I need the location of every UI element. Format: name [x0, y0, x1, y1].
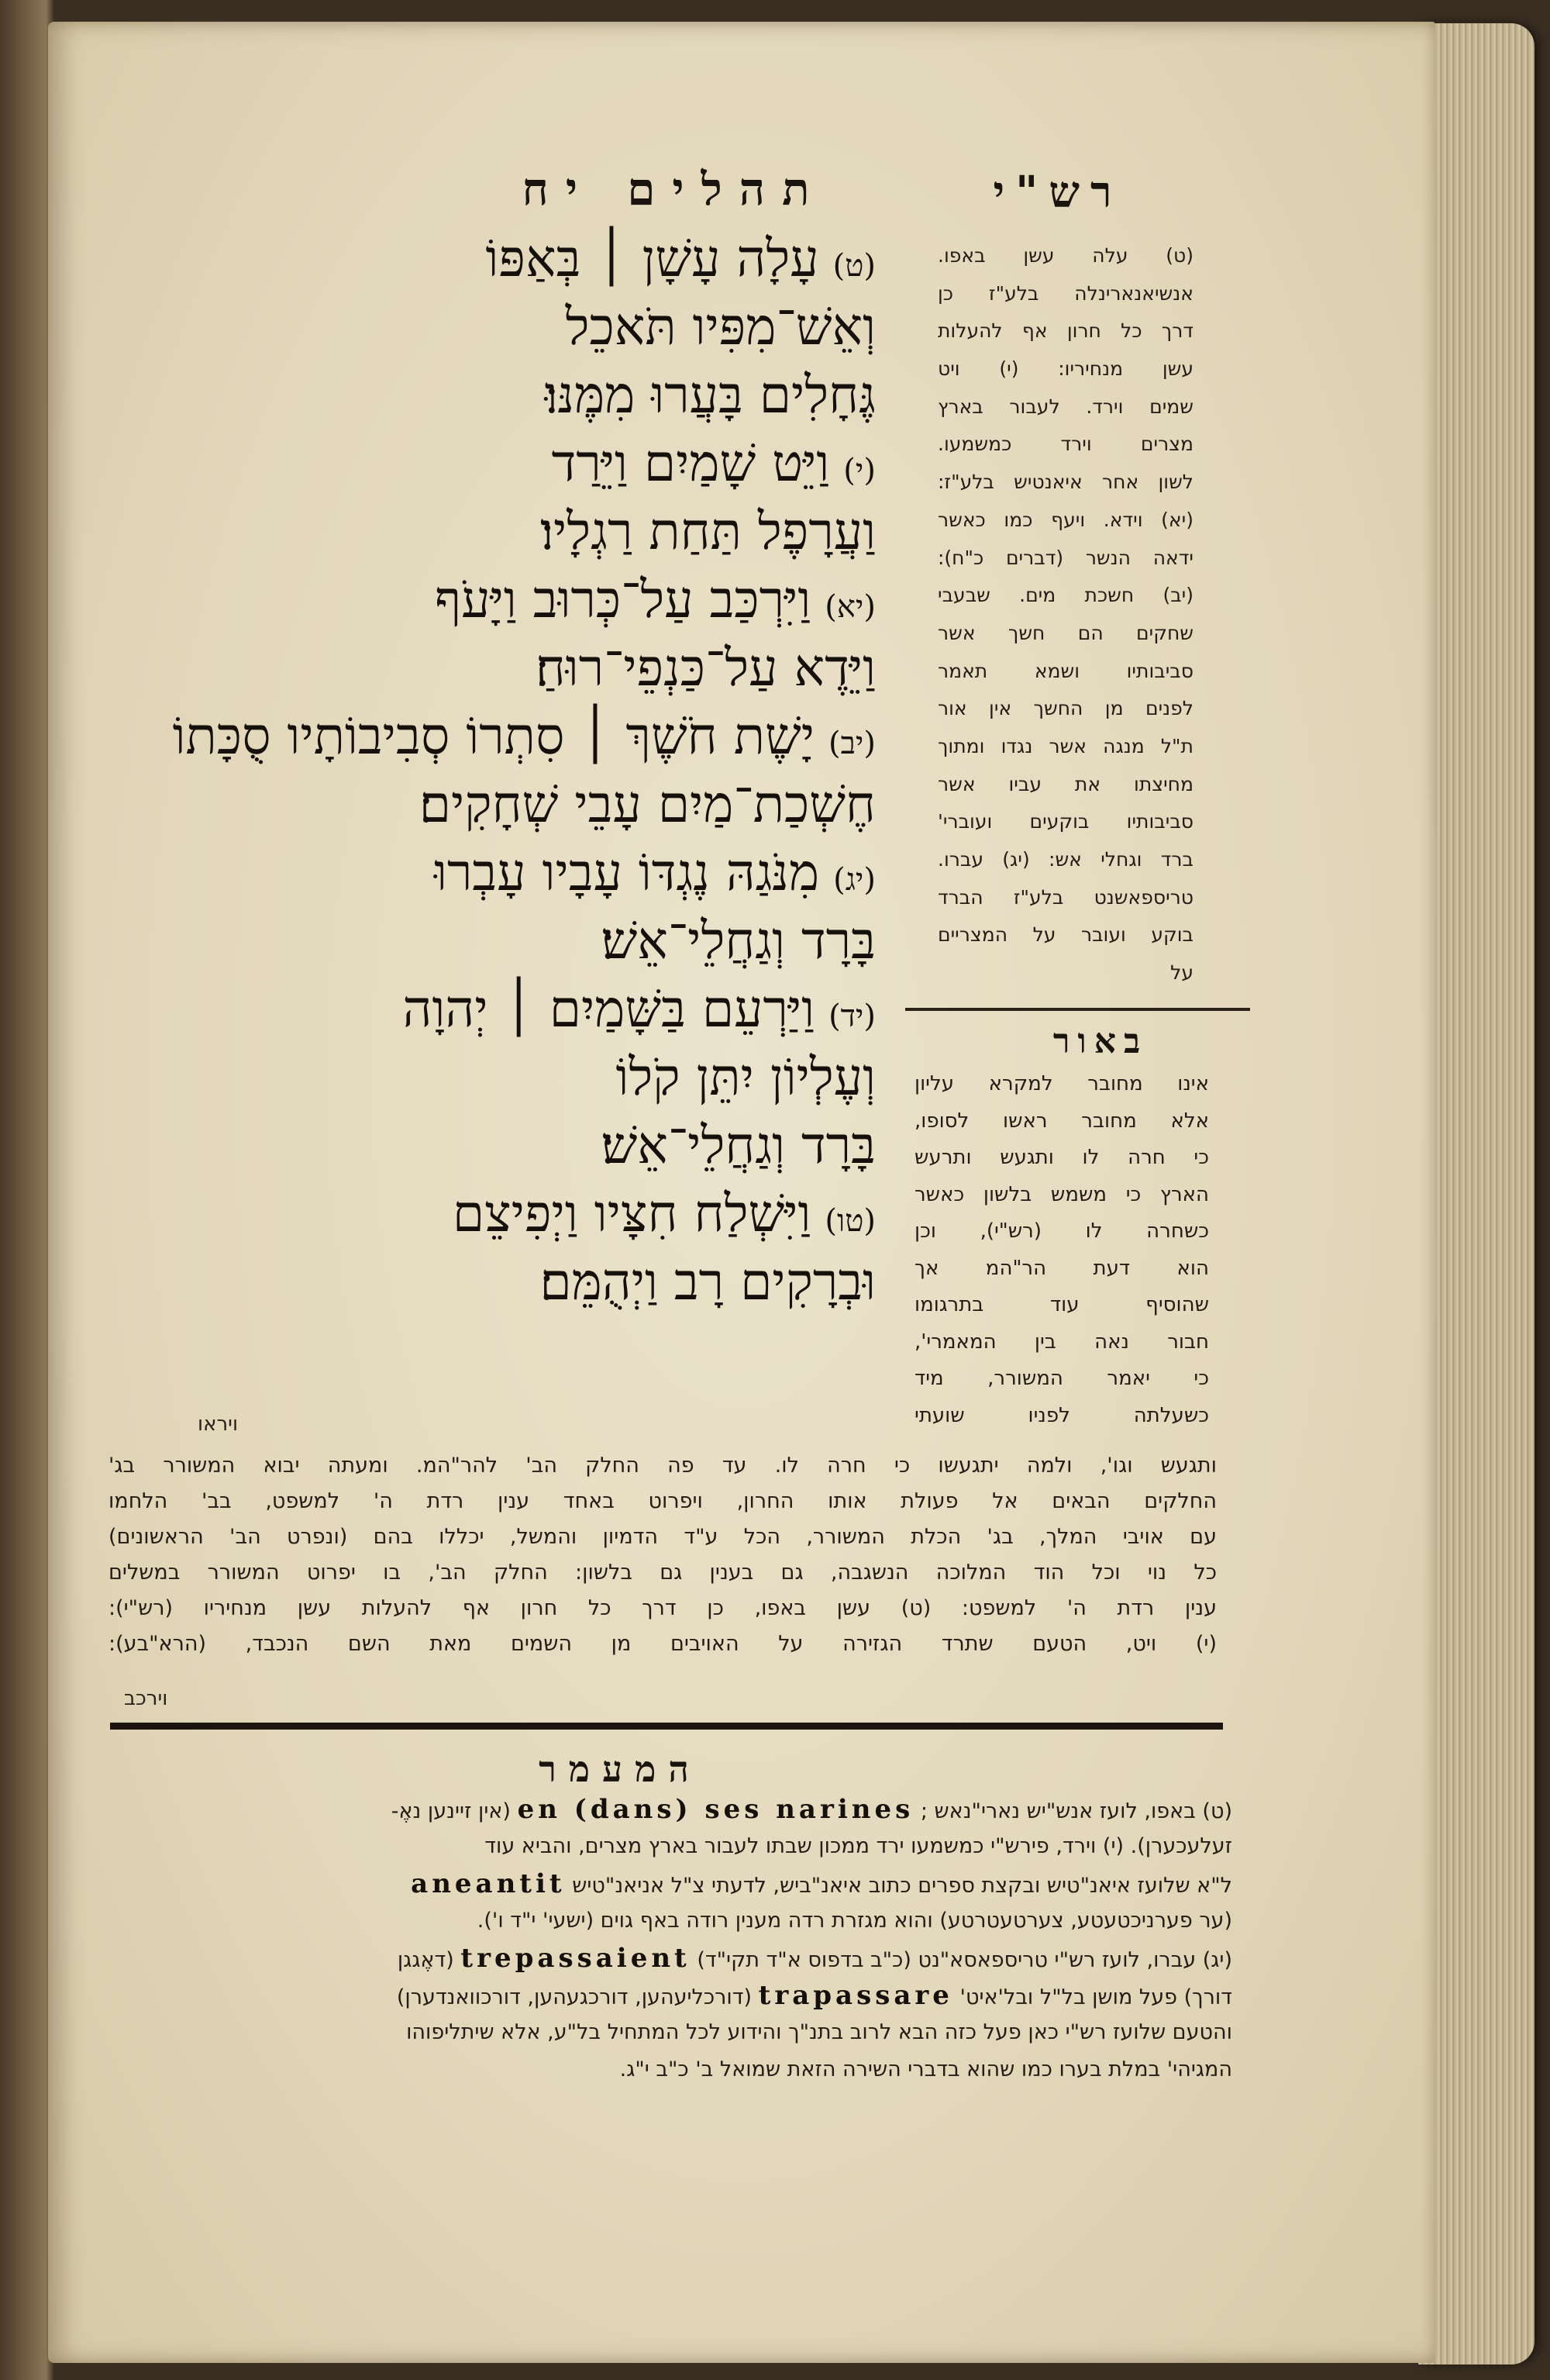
verse-text: וַיִּרְכַּב עַל־כְּרוּב וַיָּעֹף [435, 570, 811, 629]
section-rule [110, 1723, 1223, 1730]
hameamer-hebrew: ל"א שלועז איאנ"טיש ובקצת ספרים כתוב איאנ"ביש, לדעתי צ"ל אניאנ"טיש [572, 1874, 1232, 1898]
verse-text: יָשֶׁת חֹשֶׁךְ ׀ סִתְרוֹ סְבִיבוֹתָיו סֻכָּתוֹ [172, 706, 815, 766]
verse-text: וְעֶלְיוֹן יִתֵּן קֹלוֹ [615, 1047, 876, 1107]
catchword-beur: וירכב [124, 1687, 168, 1710]
hameamer-hebrew: (ט) באפו, לועז אנש"יש נארי"נאש ; [920, 1799, 1232, 1823]
verse-text: מִנֹּגַהּ נֶגְדּוֹ עָבָיו עָבְרוּ [434, 843, 820, 902]
hameamer-line [101, 1902, 1232, 1940]
verse-line [85, 907, 876, 975]
hameamer-title: המעמר [539, 1748, 701, 1790]
rashi-line: שמים וירד. לעבור בארץ [938, 395, 1194, 418]
hameamer-notes [101, 1791, 1232, 2089]
hameamer-line [101, 1977, 1232, 2014]
verse-number: (יב) [828, 726, 876, 761]
verse-text: וַיֵּדֶא עַל־כַּנְפֵי־רוּחַ׃ [535, 638, 876, 698]
rashi-line: טריספאשנט בלע"ז הברד [938, 885, 1194, 909]
verse-number: (יג) [833, 862, 876, 898]
verse-line [85, 225, 876, 293]
verse-line [85, 975, 876, 1043]
verse-line [85, 498, 876, 566]
beur-line: הוא דעת הר"המ אך [914, 1256, 1209, 1280]
beur-continuation-line: החלקים הבאים אל פעולת אותו החרון, ויפרוט באחד ענין רדת ה' למשפט, בב' הלחמו [108, 1489, 1217, 1513]
hameamer-line [101, 2014, 1232, 2051]
verse-line [85, 429, 876, 498]
hameamer-line [101, 1828, 1232, 1865]
rashi-line: לשון אחר איאנטיש בלע"ז: [938, 471, 1194, 494]
page-title: תהלים יח [522, 163, 827, 216]
verse-text: חֶשְׁכַת־מַיִם עָבֵי שְׁחָקִים׃ [418, 774, 876, 834]
verse-text: וַיִּשְׁלַח חִצָּיו וַיְפִיצֵם [452, 1184, 811, 1243]
verse-text: וַיַּרְעֵם בַּשָּׁמַיִם ׀ יְהוָה [402, 979, 815, 1039]
verse-line [85, 566, 876, 634]
hameamer-german-gloss: (דורכליעהען, דורכגעהען, דורכוואנדערן) [396, 1985, 753, 2009]
verse-number: (יד) [828, 999, 876, 1034]
verse-line [85, 361, 876, 429]
divider-rule [905, 1008, 1250, 1011]
hameamer-line [101, 1940, 1232, 1977]
verse-line [85, 839, 876, 907]
hameamer-hebrew: זעלעכערן). (י) וירד, פירש"י כמשמעו ירד ממכון שבתו לעבור בארץ מצרים, והביא עוד [484, 1834, 1232, 1858]
beur-line: כשחרה לו (רש"י), וכן [914, 1219, 1209, 1243]
hameamer-line [101, 2051, 1232, 2089]
hameamer-german-gloss: (אין זיינען נאֶ- [391, 1799, 511, 1823]
verse-text: עָלָה עָשָׁן ׀ בְּאַפּוֹ [485, 229, 819, 288]
verse-number: (י) [843, 453, 876, 488]
verse-text: בָּרָד וְגַחֲלֵי־אֵשׁ׃ [601, 1116, 876, 1175]
rashi-header: רש"י [993, 167, 1123, 218]
beur-line: כי חרה לו ותגעש ותרעש [914, 1146, 1209, 1169]
catchword-main: ויראו [198, 1412, 239, 1436]
beur-continuation [108, 1448, 1217, 1662]
verse-number: (ט) [832, 248, 876, 284]
verse-text: וַיֵּט שָׁמַיִם וַיֵּרַד [551, 433, 830, 493]
rashi-line: ת"ל מנגה אשר נגדו ומתוך [938, 734, 1194, 757]
hameamer-line [101, 1791, 1232, 1828]
rashi-line: (יב) חשכת מים. שבעבי [938, 584, 1194, 607]
psalm-verses [85, 225, 876, 1316]
rashi-commentary [938, 237, 1194, 992]
beur-commentary [914, 1066, 1209, 1434]
rashi-line: דרך כל חרון אף להעלות [938, 319, 1194, 343]
rashi-line: מצרים וירד כמשמעו. [938, 433, 1194, 456]
rashi-line: ברד וגחלי אש: (יג) עברו. [938, 848, 1194, 871]
verse-line [85, 702, 876, 771]
verse-text: וַעֲרָפֶל תַּחַת רַגְלָיו׃ [540, 502, 876, 561]
beur-line: כשעלתה לפניו שועתי [914, 1403, 1209, 1427]
hameamer-hebrew: דורך) פעל מושן בל"ל ובל'איט' [959, 1985, 1232, 2009]
beur-line: אלא מחובר ראשו לסופו, [914, 1109, 1209, 1133]
verse-line [85, 771, 876, 839]
beur-continuation-line: ותגעש וגו', ולמה יתגעשו כי חרה לו. עד פה החלק הב' להר"המ. ומעתה יבוא המשורר בג' [108, 1454, 1217, 1478]
beur-continuation-line: ענין רדת ה' למשפט: (ט) עשן באפו, כן דרך כל חרון אף להעלות עשן מנחיריו (רש"י): [108, 1596, 1217, 1620]
beur-continuation-line: כל נוי וכל הוד המלוכה הנשגבה, גם בענין גם בלשון: החלק הב', בו יפרוט המשורר במשלים [108, 1561, 1217, 1585]
rashi-line: בוקע ועובר על המצריים [938, 923, 1194, 947]
hameamer-hebrew: (ער פערניכטעטע, צערטעטרטע) והוא מגזרת רדה מענין רודה באף גוים (ישעי' י"ד ו'). [477, 1909, 1232, 1933]
rashi-line: (ט) עלה עשן באפו. [938, 244, 1194, 267]
rashi-line: לפנים מן החשך אין אור [938, 697, 1194, 720]
beur-line: הארץ כי משמש בלשון כאשר [914, 1182, 1209, 1206]
beur-line: חבור נאה בין המאמרי', [914, 1330, 1209, 1354]
hameamer-german-gloss: (דאֶגגן [397, 1948, 454, 1972]
verse-text: וּבְרָקִים רָב וַיְהֻמֵּם׃ [539, 1252, 876, 1312]
latin-gloss: trepassaient [460, 1943, 691, 1974]
verse-line [85, 293, 876, 361]
rashi-line: (יא) וידא. ויעף כמו כאשר [938, 508, 1194, 531]
rashi-line: סביבותיו ושמא תאמר [938, 659, 1194, 682]
hameamer-hebrew: והטעם שלועז רש"י כאן פעל כזה הבא לרוב בתנ"ך והידוע לכל המתחיל בל"ע, אלא שיתליפוהו [406, 2020, 1232, 2044]
verse-line [85, 1180, 876, 1248]
beur-continuation-line: עם אויבי המלך, בג' הכלת המשורר, הכל ע"ד הדמיון והמשל, יכללו בהם (ונפרט הב' הראשונים) [108, 1525, 1217, 1549]
rashi-line: סביבותיו בוקעים ועוברי' [938, 810, 1194, 833]
rashi-line: ידאה הנשר (דברים כ"ח): [938, 546, 1194, 569]
left-page-edge [0, 0, 54, 2380]
beur-line: אינו מחובר למקרא עליון [914, 1072, 1209, 1095]
verse-line [85, 1043, 876, 1112]
verse-line [85, 634, 876, 702]
rashi-line: מחיצתו את עביו אשר [938, 772, 1194, 795]
verse-number: (יא) [825, 589, 876, 625]
hameamer-hebrew: המגיהי' במלת בערו כמו שהוא בדברי השירה הזאת שמואל ב' כ"ב י"ג. [619, 2057, 1232, 2082]
verse-number: (טו) [825, 1203, 876, 1239]
rashi-line: על [1170, 961, 1194, 985]
rashi-line: עשן מנחיריו: (י) ויט [938, 357, 1194, 381]
verse-text: בָּרָד וְגַחֲלֵי־אֵשׁ׃ [601, 911, 876, 971]
beur-line: כי יאמר המשורר, מיד [914, 1367, 1209, 1390]
verse-line [85, 1112, 876, 1180]
latin-gloss: aneantit [411, 1868, 566, 1899]
hameamer-line [101, 1865, 1232, 1902]
rashi-line: שחקים הם חשך אשר [938, 621, 1194, 644]
page-stack-edge [1418, 23, 1534, 2364]
latin-gloss: trapassare [758, 1980, 953, 2011]
beur-continuation-line: (י) ויט, הטעם שתרד הגזירה על האויבים מן השמים מאת השם הנכבד, (הרא"בע): [108, 1632, 1217, 1656]
hameamer-hebrew: (יג) עברו, לועז רש"י טריספאסא"נט (כ"ב בדפוס א"ד תקי"ד) [697, 1948, 1232, 1972]
rashi-line: אנשיאנארינלה בלע"ז כן [938, 281, 1194, 305]
beur-line: שהוסיף עוד בתרגומו [914, 1293, 1209, 1316]
verse-text: וְאֵשׁ־מִפִּיו תֹּאכֵל [565, 297, 876, 357]
verse-line [85, 1248, 876, 1316]
beur-heading: באור [1052, 1022, 1149, 1061]
latin-gloss: en (dans) ses narines [517, 1794, 914, 1825]
verse-text: גֶּחָלִים בָּעֲרוּ מִמֶּנּוּ׃ [544, 365, 876, 425]
